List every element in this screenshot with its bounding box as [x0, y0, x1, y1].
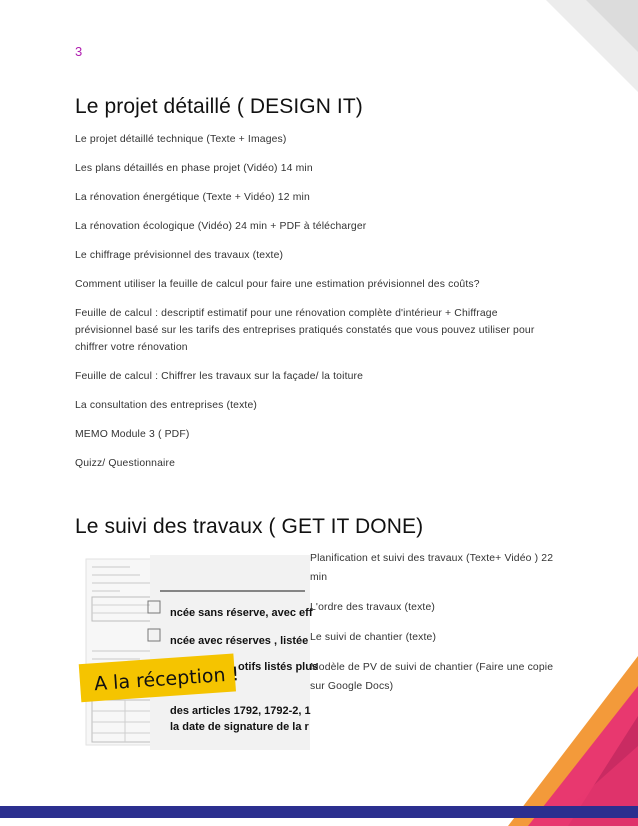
page-number: 3 — [75, 44, 83, 59]
list-item: Modèle de PV de suivi de chantier (Faire une copie sur Google Docs) — [310, 662, 554, 692]
list-item: Le chiffrage prévisionnel des travaux (texte) — [75, 250, 284, 261]
corner-decoration-top — [546, 0, 638, 92]
sticker-text: A la réception ! — [93, 663, 240, 696]
list-item: La rénovation énergétique (Texte + Vidéo) 12 min — [75, 192, 310, 203]
snippet-3: otifs listés plus — [238, 661, 319, 673]
section-title-get-it-done: Le suivi des travaux ( GET IT DONE) — [75, 515, 424, 538]
design-it-list — [75, 131, 555, 484]
list-item: Les plans détaillés en phase projet (Vidéo) 14 min — [75, 163, 313, 174]
list-item: Le suivi de chantier (texte) — [310, 632, 437, 643]
section-title-design-it: Le projet détaillé ( DESIGN IT) — [75, 95, 363, 118]
list-item: Planification et suivi des travaux (Texte+ Vidéo ) 22 min — [310, 553, 554, 583]
list-item: Quizz/ Questionnaire — [75, 458, 176, 469]
list-item: Feuille de calcul : descriptif estimatif pour une rénovation complète d'intérieur + Chiffrage prévisionnel basé sur les tarifs des entreprises pratiqués constatés que vous pouvez utiliser pour chiffrer votre rénovation — [75, 308, 535, 353]
reception-document-image — [80, 555, 319, 750]
snippet-4: des articles 1792, 1792-2, 1 — [170, 705, 311, 717]
corner-decoration-bottom — [488, 656, 638, 826]
list-item: La rénovation écologique (Vidéo) 24 min + PDF à télécharger — [75, 221, 367, 232]
snippet-2: ncée avec réserves , listée — [170, 635, 309, 647]
list-item: Comment utiliser la feuille de calcul pour faire une estimation prévisionnel des coûts? — [75, 279, 480, 290]
list-item: MEMO Module 3 ( PDF) — [75, 429, 190, 440]
snippet-5: la date de signature de la r — [170, 721, 309, 733]
list-item: Le projet détaillé technique (Texte + Images) — [75, 134, 287, 145]
snippet-1: ncée sans réserve, avec eff — [170, 607, 313, 619]
list-item: Feuille de calcul : Chiffrer les travaux sur la façade/ la toiture — [75, 371, 364, 382]
list-item: L'ordre des travaux (texte) — [310, 602, 436, 613]
list-item: La consultation des entreprises (texte) — [75, 400, 258, 411]
footer-bar — [0, 806, 638, 818]
